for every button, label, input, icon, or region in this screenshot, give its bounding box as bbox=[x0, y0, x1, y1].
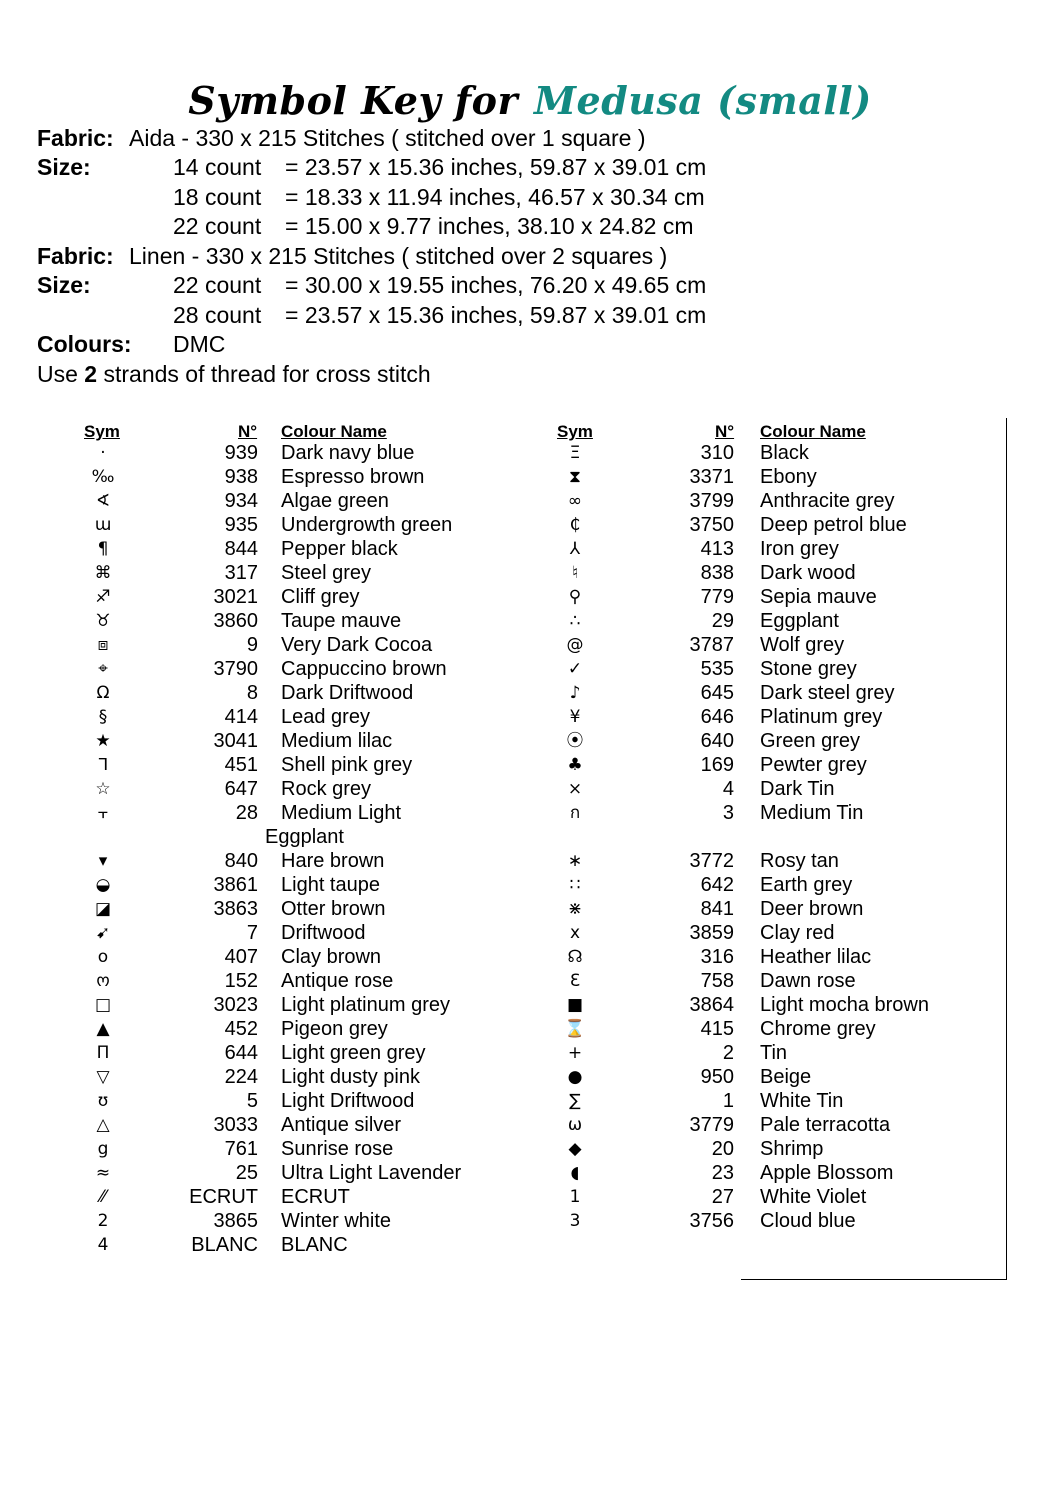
dmc-number: 3041 bbox=[213, 730, 258, 752]
dmc-number: 8 bbox=[246, 682, 258, 704]
colour-name: Hare brown bbox=[281, 850, 385, 872]
dmc-number: 3790 bbox=[213, 658, 258, 680]
symbol-glyph: ▾ bbox=[98, 851, 108, 871]
dmc-number: 3021 bbox=[213, 586, 258, 608]
dmc-number: 25 bbox=[235, 1162, 258, 1184]
dmc-number: 645 bbox=[700, 682, 734, 704]
dmc-number: 935 bbox=[224, 514, 258, 536]
dmc-number: 3864 bbox=[689, 994, 734, 1016]
symbol-glyph: + bbox=[567, 1043, 583, 1063]
colour-name: Wolf grey bbox=[760, 634, 845, 656]
colours-label: Colours: bbox=[37, 331, 132, 357]
symbol-glyph: 3 bbox=[569, 1211, 581, 1231]
title-prefix: Symbol Key for bbox=[188, 78, 518, 123]
size-dims: = 23.57 x 15.36 inches, 59.87 x 39.01 cm bbox=[285, 302, 707, 328]
symbol-glyph: ☆ bbox=[95, 779, 111, 799]
symbol-glyph: ∑ bbox=[569, 1091, 581, 1111]
dmc-number: 452 bbox=[224, 1018, 258, 1040]
colour-name: Espresso brown bbox=[281, 466, 425, 488]
size-dims: = 18.33 x 11.94 inches, 46.57 x 30.34 cm bbox=[285, 184, 705, 210]
size-label: Size: bbox=[37, 154, 91, 180]
symbol-glyph: ɯ bbox=[94, 515, 112, 535]
dmc-number: 840 bbox=[224, 850, 258, 872]
dmc-number: 414 bbox=[224, 706, 258, 728]
symbol-glyph: ∞ bbox=[567, 491, 583, 511]
dmc-number: 3756 bbox=[689, 1210, 734, 1232]
right-header-sym: Sym bbox=[557, 422, 593, 441]
symbol-glyph: @ bbox=[566, 635, 584, 655]
symbol-glyph: o bbox=[97, 947, 109, 967]
colour-name: Light dusty pink bbox=[281, 1066, 420, 1088]
colour-name: Cappuccino brown bbox=[281, 658, 447, 680]
colour-name: Clay brown bbox=[281, 946, 382, 968]
symbol-glyph: ⋇ bbox=[567, 899, 583, 919]
symbol-glyph: ¶ bbox=[97, 539, 109, 559]
dmc-number: 844 bbox=[224, 538, 258, 560]
dmc-number: 3023 bbox=[213, 994, 258, 1016]
symbol-glyph: ⌘ bbox=[94, 563, 112, 583]
size-count: 28 count bbox=[173, 302, 262, 328]
symbol-glyph: ★ bbox=[95, 731, 111, 751]
symbol-glyph: ᒣ bbox=[97, 755, 109, 775]
symbol-glyph: x bbox=[569, 923, 581, 943]
colour-name: Algae green bbox=[281, 490, 389, 512]
fabric-linen-value: Linen - 330 x 215 Stitches ( stitched over 2 squares ) bbox=[129, 243, 668, 269]
symbol-glyph: ◆ bbox=[568, 1139, 582, 1159]
colour-name: Ultra Light Lavender bbox=[281, 1162, 462, 1184]
colour-name: Winter white bbox=[281, 1210, 392, 1232]
colour-name: Medium Light Eggplant bbox=[265, 802, 402, 848]
dmc-number: 3371 bbox=[689, 466, 734, 488]
dmc-number: 642 bbox=[700, 874, 734, 896]
size-label: Size: bbox=[37, 272, 91, 298]
symbol-glyph: ⧈ bbox=[97, 635, 109, 655]
symbol-glyph: × bbox=[567, 779, 583, 799]
symbol-glyph: □ bbox=[94, 995, 112, 1015]
symbol-glyph: Π bbox=[96, 1043, 110, 1063]
symbol-glyph: ω bbox=[567, 1115, 583, 1135]
symbol-glyph: ≈ bbox=[95, 1163, 111, 1183]
colour-name: Heather lilac bbox=[760, 946, 872, 968]
colour-name: Dawn rose bbox=[760, 970, 856, 992]
colour-name: BLANC bbox=[281, 1234, 348, 1256]
symbol-glyph: ʊ bbox=[97, 1091, 109, 1111]
colour-name: Driftwood bbox=[281, 922, 366, 944]
colour-name: Very Dark Cocoa bbox=[281, 634, 433, 656]
right-border-line bbox=[1006, 418, 1007, 1280]
colour-name: White Violet bbox=[760, 1186, 867, 1208]
symbol-glyph: ∴ bbox=[569, 611, 581, 631]
colour-name: Green grey bbox=[760, 730, 861, 752]
symbol-glyph: ⫟ bbox=[97, 803, 109, 823]
symbol-glyph: ■ bbox=[566, 995, 584, 1015]
symbol-glyph: g bbox=[97, 1139, 109, 1159]
dmc-number: 169 bbox=[700, 754, 734, 776]
size-dims: = 30.00 x 19.55 inches, 76.20 x 49.65 cm bbox=[285, 272, 707, 298]
size-dims: = 23.57 x 15.36 inches, 59.87 x 39.01 cm bbox=[285, 154, 707, 180]
symbol-glyph: ‰ bbox=[91, 467, 115, 487]
dmc-number: 415 bbox=[700, 1018, 734, 1040]
colour-name: Rock grey bbox=[281, 778, 372, 800]
colour-name: Pewter grey bbox=[760, 754, 867, 776]
colour-name: Antique rose bbox=[281, 970, 394, 992]
dmc-number: 938 bbox=[224, 466, 258, 488]
dmc-number: 535 bbox=[700, 658, 734, 680]
dmc-number: BLANC bbox=[191, 1234, 258, 1256]
dmc-number: 3033 bbox=[213, 1114, 258, 1136]
size-dims: = 15.00 x 9.77 inches, 38.10 x 24.82 cm bbox=[285, 213, 694, 239]
symbol-glyph: ₵ bbox=[569, 515, 581, 535]
dmc-number: 3863 bbox=[213, 898, 258, 920]
left-header-sym: Sym bbox=[84, 422, 120, 441]
fabric-aida-value: Aida - 330 x 215 Stitches ( stitched over 1 square ) bbox=[129, 125, 646, 151]
symbol-glyph: ก bbox=[569, 803, 581, 823]
dmc-number: 4 bbox=[722, 778, 734, 800]
dmc-number: 310 bbox=[700, 442, 734, 464]
dmc-number: 152 bbox=[224, 970, 258, 992]
symbol-glyph: ◒ bbox=[95, 875, 111, 895]
colour-name: Platinum grey bbox=[760, 706, 883, 728]
strands-line bbox=[37, 360, 431, 388]
dmc-number: 316 bbox=[700, 946, 734, 968]
colour-name: Light Driftwood bbox=[281, 1090, 415, 1112]
symbol-glyph: △ bbox=[96, 1115, 110, 1135]
symbol-glyph: ♣ bbox=[567, 755, 583, 775]
symbol-glyph: 4 bbox=[97, 1235, 109, 1255]
dmc-number: 3861 bbox=[213, 874, 258, 896]
strands-pre: Use bbox=[37, 361, 85, 387]
size-count: 22 count bbox=[173, 213, 262, 239]
colours-value: DMC bbox=[173, 331, 226, 357]
colour-name: Light taupe bbox=[281, 874, 380, 896]
symbol-glyph: ⦿ bbox=[566, 731, 584, 751]
dmc-number: 413 bbox=[700, 538, 734, 560]
symbol-glyph: 1 bbox=[569, 1187, 581, 1207]
colour-name: Deep petrol blue bbox=[760, 514, 907, 536]
colour-name: Pepper black bbox=[281, 538, 398, 560]
fabric-label: Fabric: bbox=[37, 125, 114, 151]
colour-name: Apple Blossom bbox=[760, 1162, 894, 1184]
symbol-glyph: Ɛ bbox=[569, 971, 581, 991]
bottom-border-line bbox=[741, 1279, 1007, 1280]
symbol-glyph: ● bbox=[567, 1067, 583, 1087]
colour-name: ECRUT bbox=[281, 1186, 350, 1208]
colour-name: Dark navy blue bbox=[281, 442, 415, 464]
dmc-number: ECRUT bbox=[189, 1186, 258, 1208]
symbol-glyph: ∷ bbox=[569, 875, 581, 895]
dmc-number: 3 bbox=[722, 802, 734, 824]
right-header-colour-name: Colour Name bbox=[760, 422, 866, 441]
colour-name: Pale terracotta bbox=[760, 1114, 891, 1136]
size-count: 14 count bbox=[173, 154, 262, 180]
symbol-glyph: 2 bbox=[97, 1211, 109, 1231]
colour-name: Chrome grey bbox=[760, 1018, 876, 1040]
colour-name: Dark Tin bbox=[760, 778, 835, 800]
colour-name: Medium Tin bbox=[760, 802, 864, 824]
dmc-number: 644 bbox=[224, 1042, 258, 1064]
symbol-glyph: ¥ bbox=[569, 707, 581, 727]
dmc-number: 646 bbox=[700, 706, 734, 728]
symbol-glyph: ▽ bbox=[96, 1067, 110, 1087]
colour-name: Lead grey bbox=[281, 706, 370, 728]
dmc-number: 647 bbox=[224, 778, 258, 800]
fabric-label: Fabric: bbox=[37, 243, 114, 269]
symbol-glyph: ⌛ bbox=[564, 1019, 586, 1039]
page-title bbox=[0, 78, 1060, 123]
colour-name: Light green grey bbox=[281, 1042, 426, 1064]
left-header-num: N° bbox=[238, 422, 258, 441]
dmc-number: 950 bbox=[700, 1066, 734, 1088]
colour-name: Deer brown bbox=[760, 898, 864, 920]
dmc-number: 28 bbox=[235, 802, 258, 824]
symbol-glyph: · bbox=[100, 443, 106, 463]
colour-name: Otter brown bbox=[281, 898, 386, 920]
dmc-number: 1 bbox=[722, 1090, 734, 1112]
dmc-number: 23 bbox=[711, 1162, 734, 1184]
dmc-number: 3772 bbox=[689, 850, 734, 872]
colour-name: Light mocha brown bbox=[760, 994, 929, 1016]
dmc-number: 758 bbox=[700, 970, 734, 992]
dmc-number: 939 bbox=[224, 442, 258, 464]
colour-name: Tin bbox=[760, 1042, 788, 1064]
dmc-number: 7 bbox=[246, 922, 258, 944]
dmc-number: 3859 bbox=[689, 922, 734, 944]
colour-name: White Tin bbox=[760, 1090, 844, 1112]
dmc-number: 224 bbox=[224, 1066, 258, 1088]
dmc-number: 3779 bbox=[689, 1114, 734, 1136]
symbol-glyph: ☊ bbox=[567, 947, 583, 967]
dmc-number: 407 bbox=[224, 946, 258, 968]
colour-name: Beige bbox=[760, 1066, 812, 1088]
colour-name: Undergrowth green bbox=[281, 514, 453, 536]
symbol-glyph: ➹ bbox=[95, 923, 111, 943]
colour-name: Cloud blue bbox=[760, 1210, 856, 1232]
size-count: 18 count bbox=[173, 184, 262, 210]
symbol-glyph: ♐ bbox=[95, 587, 111, 607]
colour-name: Iron grey bbox=[760, 538, 839, 560]
dmc-number: 841 bbox=[700, 898, 734, 920]
colour-name: Taupe mauve bbox=[281, 610, 402, 632]
colour-name: Dark Driftwood bbox=[281, 682, 414, 704]
symbol-glyph: ♮ bbox=[571, 563, 579, 583]
symbol-glyph: Ξ bbox=[569, 443, 581, 463]
dmc-number: 640 bbox=[700, 730, 734, 752]
colour-name: Earth grey bbox=[760, 874, 853, 896]
left-header-colour-name: Colour Name bbox=[281, 422, 387, 441]
colour-name: Anthracite grey bbox=[760, 490, 895, 512]
colour-name: Eggplant bbox=[760, 610, 839, 632]
dmc-number: 838 bbox=[700, 562, 734, 584]
colour-name: Dark wood bbox=[760, 562, 856, 584]
colour-name: Dark steel grey bbox=[760, 682, 895, 704]
symbol-glyph: ▲ bbox=[96, 1019, 110, 1039]
colour-name: Sepia mauve bbox=[760, 586, 877, 608]
dmc-number: 934 bbox=[224, 490, 258, 512]
dmc-number: 2 bbox=[722, 1042, 734, 1064]
colour-name: Sunrise rose bbox=[281, 1138, 394, 1160]
dmc-number: 451 bbox=[224, 754, 258, 776]
title-pattern-name: Medusa (small) bbox=[533, 78, 872, 123]
dmc-number: 9 bbox=[246, 634, 258, 656]
symbol-glyph: § bbox=[98, 707, 108, 727]
colour-name: Rosy tan bbox=[760, 850, 839, 872]
strands-post: strands of thread for cross stitch bbox=[97, 361, 431, 387]
colour-name: Light platinum grey bbox=[281, 994, 450, 1016]
colour-name: Steel grey bbox=[281, 562, 372, 584]
symbol-glyph: ◖ bbox=[570, 1163, 580, 1183]
dmc-number: 3865 bbox=[213, 1210, 258, 1232]
dmc-number: 3860 bbox=[213, 610, 258, 632]
symbol-glyph: ∗ bbox=[567, 851, 583, 871]
dmc-number: 5 bbox=[246, 1090, 258, 1112]
dmc-number: 761 bbox=[224, 1138, 258, 1160]
colour-name: Shell pink grey bbox=[281, 754, 413, 776]
dmc-number: 317 bbox=[224, 562, 258, 584]
colour-name: Stone grey bbox=[760, 658, 857, 680]
dmc-number: 3750 bbox=[689, 514, 734, 536]
dmc-number: 779 bbox=[700, 586, 734, 608]
symbol-glyph: ⅄ bbox=[569, 539, 581, 559]
colour-name: Clay red bbox=[760, 922, 835, 944]
colour-name: Medium lilac bbox=[281, 730, 393, 752]
symbol-glyph: ♪ bbox=[569, 683, 581, 703]
dmc-number: 3799 bbox=[689, 490, 734, 512]
colour-name: Cliff grey bbox=[281, 586, 360, 608]
symbol-glyph: ◪ bbox=[94, 899, 112, 919]
symbol-glyph: ⌖ bbox=[98, 659, 108, 679]
symbol-glyph: ⁄⁄ bbox=[100, 1187, 106, 1207]
colour-name: Ebony bbox=[760, 466, 817, 488]
symbol-glyph: ♉ bbox=[95, 611, 111, 631]
colour-name: Shrimp bbox=[760, 1138, 824, 1160]
right-header-num: N° bbox=[715, 422, 735, 441]
symbol-glyph: ⚲ bbox=[568, 587, 582, 607]
colour-name: Pigeon grey bbox=[281, 1018, 388, 1040]
colour-name: Antique silver bbox=[281, 1114, 402, 1136]
strands-number: 2 bbox=[84, 361, 98, 387]
symbol-glyph: ⧗ bbox=[569, 467, 581, 487]
symbol-glyph: ∢ bbox=[95, 491, 111, 511]
dmc-number: 20 bbox=[711, 1138, 734, 1160]
colour-name: Black bbox=[760, 442, 809, 464]
symbol-glyph: ✓ bbox=[567, 659, 583, 679]
symbol-glyph: Ω bbox=[96, 683, 110, 703]
size-count: 22 count bbox=[173, 272, 262, 298]
dmc-number: 29 bbox=[711, 610, 734, 632]
dmc-number: 27 bbox=[711, 1186, 734, 1208]
dmc-number: 3787 bbox=[689, 634, 734, 656]
symbol-glyph: ო bbox=[96, 971, 110, 991]
